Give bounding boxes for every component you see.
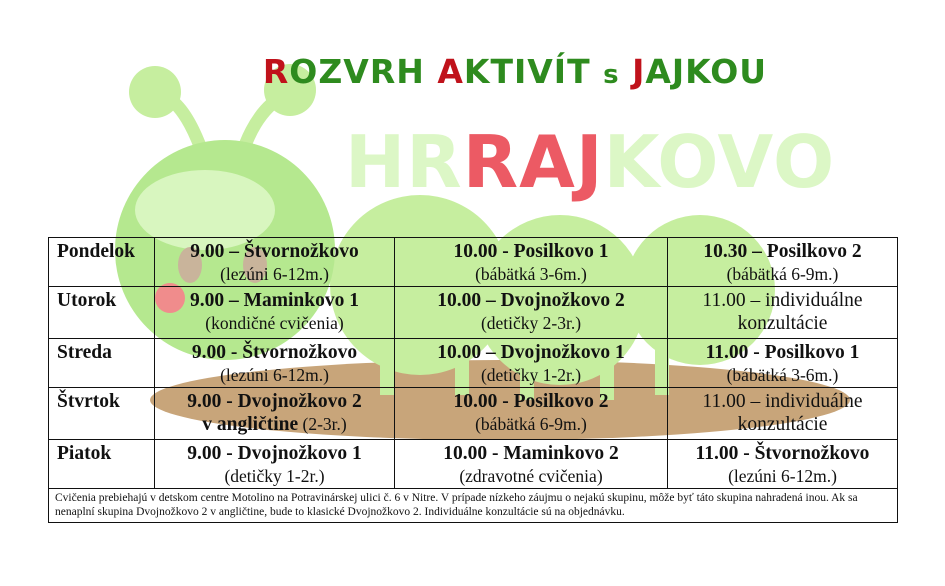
slot-cell: 9.00 – Maminkovo 1 (kondičné cvičenia) bbox=[155, 287, 395, 339]
day-cell: Utorok bbox=[49, 287, 155, 339]
schedule-table bbox=[48, 237, 898, 523]
slot-cell: 10.00 – Dvojnožkovo 1 (detičky 1-2r.) bbox=[395, 339, 668, 388]
slot-cell: 11.00 – individuálne konzultácie bbox=[668, 287, 898, 339]
slot-cell: 10.00 - Maminkovo 2 (zdravotné cvičenia) bbox=[395, 440, 668, 489]
table-row bbox=[49, 440, 898, 489]
hrajkovo-logo: HRRAJKOVO bbox=[345, 120, 836, 204]
slot-cell: 9.00 - Dvojnožkovo 2 v angličtine (2-3r.) bbox=[155, 388, 395, 440]
footnote: Cvičenia prebiehajú v detskom centre Motolino na Potravinárskej ulici č. 6 v Nitre. V prípade nízkeho záujmu o nejakú skupinu, môže byť táto skupina nahradená inou. Ak sa nenaplní skupina Dvojnožkovo 2 v angličtine, bude to klasické Dvojnožkovo 2. Individuálne konzultácie sú na objednávku. bbox=[49, 489, 898, 523]
slot-cell: 10.30 – Posilkovo 2 (bábätká 6-9m.) bbox=[668, 238, 898, 287]
day-cell: Streda bbox=[49, 339, 155, 388]
day-cell: Štvrtok bbox=[49, 388, 155, 440]
table-row bbox=[49, 489, 898, 523]
slot-cell: 10.00 – Dvojnožkovo 2 (detičky 2-3r.) bbox=[395, 287, 668, 339]
slot-cell: 10.00 - Posilkovo 2 (bábätká 6-9m.) bbox=[395, 388, 668, 440]
day-cell: Piatok bbox=[49, 440, 155, 489]
table-row bbox=[49, 339, 898, 388]
slot-cell: 9.00 – Štvornožkovo (lezúni 6-12m.) bbox=[155, 238, 395, 287]
slot-cell: 9.00 - Štvornožkovo (lezúni 6-12m.) bbox=[155, 339, 395, 388]
slot-cell: 11.00 – individuálne konzultácie bbox=[668, 388, 898, 440]
slot-cell: 11.00 - Posilkovo 1 (bábätká 3-6m.) bbox=[668, 339, 898, 388]
table-row bbox=[49, 388, 898, 440]
slot-cell: 11.00 - Štvornožkovo (lezúni 6-12m.) bbox=[668, 440, 898, 489]
page-title: ROZVRH AKTIVÍT s JAJKOU bbox=[262, 52, 768, 91]
table-row bbox=[49, 238, 898, 287]
day-cell: Pondelok bbox=[49, 238, 155, 287]
slot-cell: 9.00 - Dvojnožkovo 1 (detičky 1-2r.) bbox=[155, 440, 395, 489]
slot-cell: 10.00 - Posilkovo 1 (bábätká 3-6m.) bbox=[395, 238, 668, 287]
table-row bbox=[49, 287, 898, 339]
